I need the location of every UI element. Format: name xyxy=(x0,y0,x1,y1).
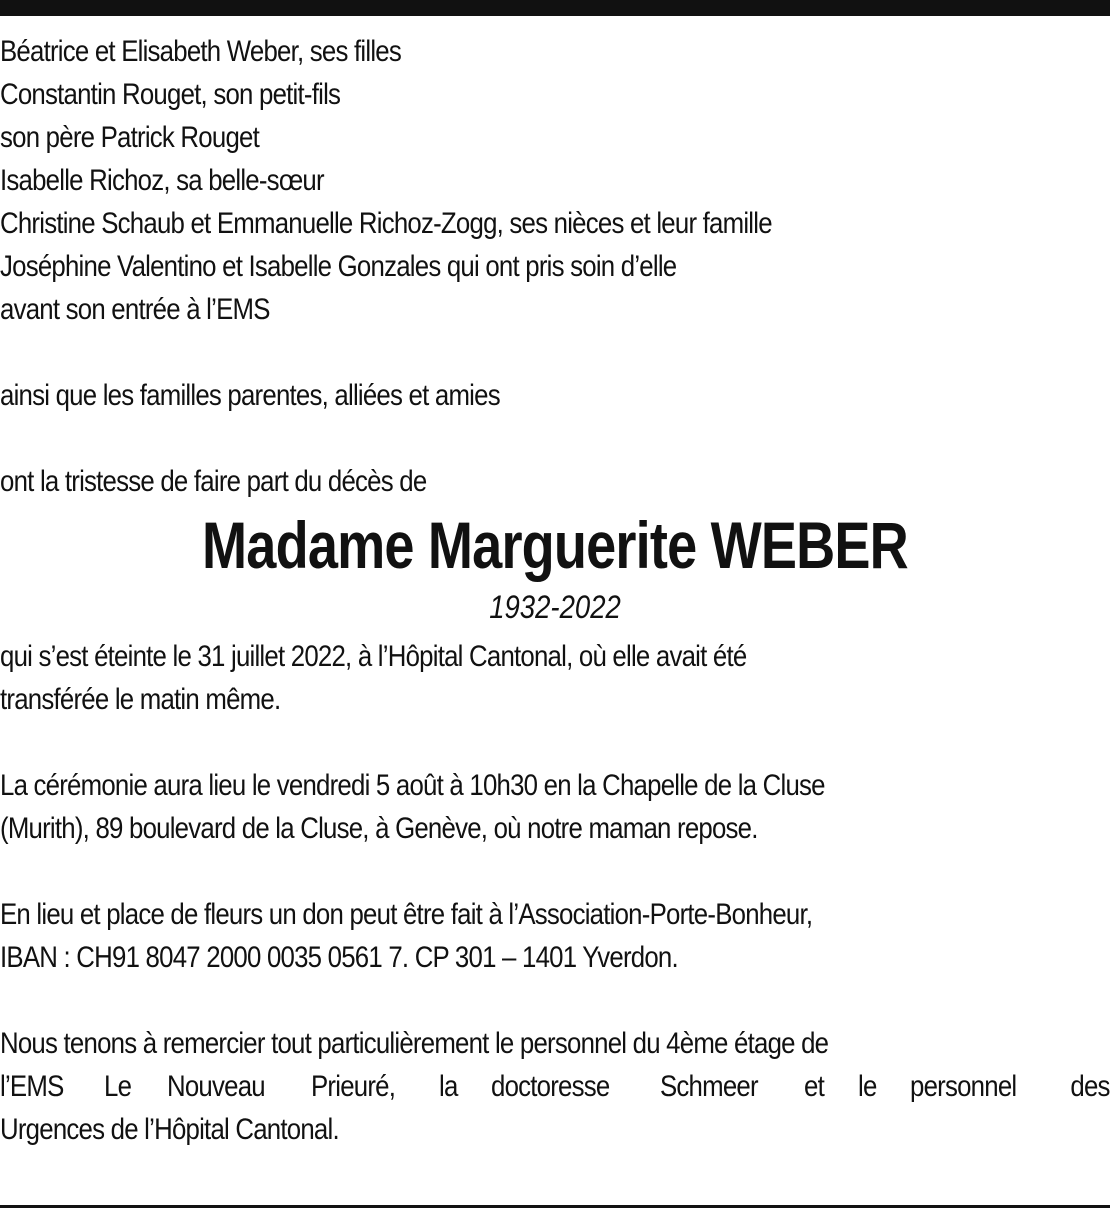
word: l’EMS xyxy=(0,1070,64,1103)
word: personnel xyxy=(910,1070,1017,1103)
word: le xyxy=(857,1070,877,1103)
donation-paragraph xyxy=(0,893,1110,979)
word: Le xyxy=(104,1070,132,1103)
justified-line xyxy=(0,1065,1110,1108)
family-list xyxy=(0,30,1110,331)
word: la xyxy=(439,1070,458,1103)
word: et xyxy=(804,1070,825,1103)
family-line: son père Patrick Rouget xyxy=(0,121,259,154)
bottom-border-rule xyxy=(0,1205,1110,1208)
paragraph-line: qui s’est éteinte le 31 juillet 2022, à l’Hôpital Cantonal, où elle avait été xyxy=(0,640,747,673)
deceased-name: Madame Marguerite WEBER xyxy=(202,508,908,582)
death-notice-paragraph xyxy=(0,635,1110,721)
word: Nouveau xyxy=(166,1070,265,1103)
family-line: Béatrice et Elisabeth Weber, ses filles xyxy=(0,35,401,68)
thanks-paragraph xyxy=(0,1022,1110,1151)
obituary-notice xyxy=(0,30,1110,1151)
word: Schmeer xyxy=(659,1070,758,1103)
ceremony-paragraph xyxy=(0,764,1110,850)
word: Prieuré, xyxy=(310,1070,396,1103)
families-line: ainsi que les familles parentes, alliées et amies xyxy=(0,379,500,412)
family-line: Christine Schaub et Emmanuelle Richoz-Zogg, ses nièces et leur famille xyxy=(0,207,772,240)
word: des xyxy=(1070,1070,1110,1103)
paragraph-line: En lieu et place de fleurs un don peut être fait à l’Association-Porte-Bonheur, xyxy=(0,898,813,931)
family-line: Joséphine Valentino et Isabelle Gonzales qui ont pris soin d’elle xyxy=(0,250,677,283)
paragraph-line: transférée le matin même. xyxy=(0,683,281,716)
family-line: avant son entrée à l’EMS xyxy=(0,293,270,326)
paragraph-line: IBAN : CH91 8047 2000 0035 0561 7. CP 301 – 1401 Yverdon. xyxy=(0,941,678,974)
family-line: Constantin Rouget, son petit-fils xyxy=(0,78,341,111)
family-line: Isabelle Richoz, sa belle-sœur xyxy=(0,164,324,197)
paragraph-line: La cérémonie aura lieu le vendredi 5 août à 10h30 en la Chapelle de la Cluse xyxy=(0,769,825,802)
paragraph-line: Urgences de l’Hôpital Cantonal. xyxy=(0,1113,339,1146)
life-years: 1932-2022 xyxy=(489,589,621,625)
top-border-rule xyxy=(0,0,1110,16)
announcement-line: ont la tristesse de faire part du décès de xyxy=(0,465,427,498)
paragraph-line: Nous tenons à remercier tout particulièrement le personnel du 4ème étage de xyxy=(0,1027,829,1060)
paragraph-line: (Murith), 89 boulevard de la Cluse, à Genève, où notre maman repose. xyxy=(0,812,758,845)
word: doctoresse xyxy=(491,1070,610,1103)
